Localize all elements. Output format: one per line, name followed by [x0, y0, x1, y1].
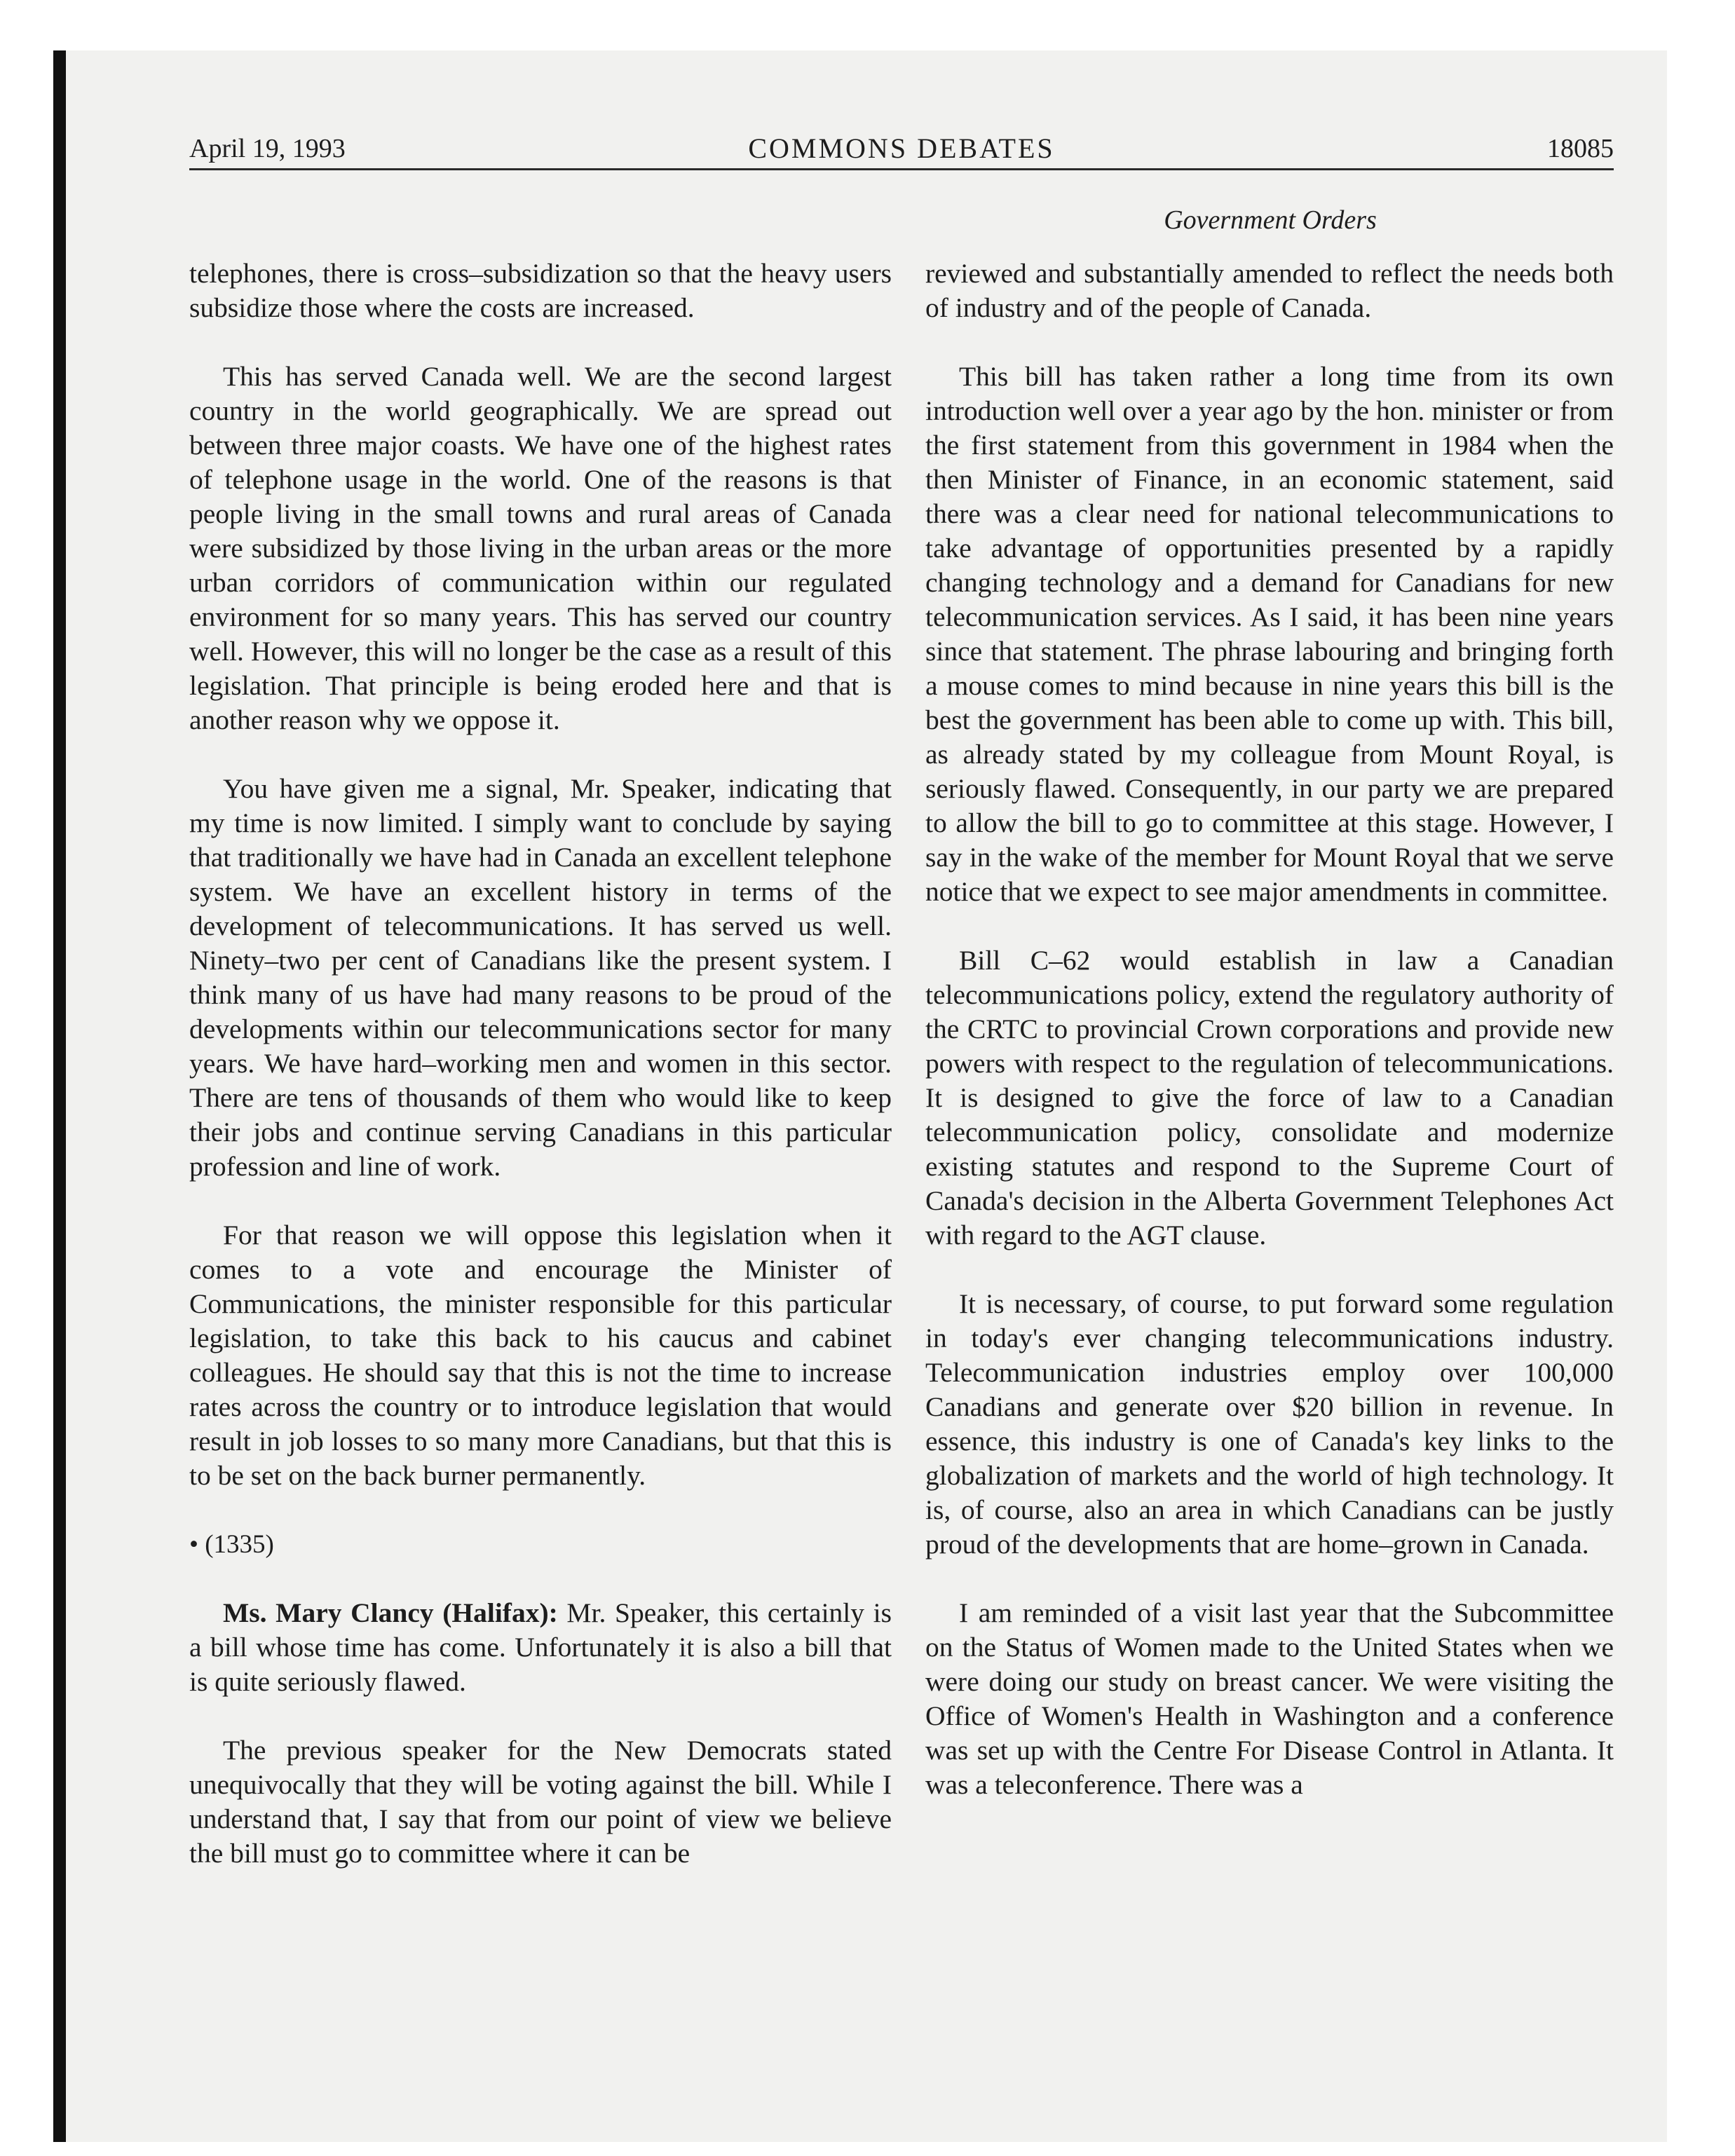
paragraph: It is necessary, of course, to put forward some regulation in today's ever changing telecommunications industry. Telecommunication industries employ over 100,000 Canadians and generate over $20 billion in revenue. In essence, this industry is one of Canada's key links to the globalization of markets and the world of high technology. It is, of course, also an area in which Canadians can be justly proud of the developments that are home–grown in Canada. — [925, 1288, 1614, 1560]
paragraph: You have given me a signal, Mr. Speaker, indicating that my time is now limited. I simply want to conclude by saying that traditionally we have had in Canada an excellent telephone system. We have an excellent history in terms of the development of telecommunications. It has served us well. Ninety–two per cent of Canadians like the present system. I think many of us have had many reasons to be proud of the developments within our telecommunications sector for many years. We have hard–working men and women in this sector. There are tens of thousands of them who would like to keep their jobs and continue serving Canadians in this particular profession and line of work. — [189, 773, 892, 1182]
time-marker: • (1335) — [189, 1530, 274, 1559]
speech-paragraph — [189, 1596, 892, 1699]
header-title: COMMONS DEBATES — [748, 132, 1055, 164]
paragraph: The previous speaker for the New Democrats stated unequivocally that they will be voting against the bill. While I understand that, I say that from our point of view we believe the bill must go to committee where it can be — [189, 1735, 892, 1869]
paragraph: This bill has taken rather a long time from its own introduction well over a year ago by the hon. minister or from the first statement from this government in 1984 when the then Minister of Finance, in an economic statement, said there was a clear need for national telecommunications to take advantage of opportunities presented by a rapidly changing technology and a demand for Canadians for new telecommunication services. As I said, it has been nine years since that statement. The phrase labouring and bringing forth a mouse comes to mind because in nine years this bill is the best the government has been able to come up with. This bill, as already stated by my colleague from Mount Royal, is seriously flawed. Consequently, in our party we are prepared to allow the bill to go to committee at this stage. However, I say in the wake of the member for Mount Royal that we serve notice that we expect to see major amendments in committee. — [925, 361, 1614, 907]
paragraph: telephones, there is cross–subsidization so that the heavy users subsidize those where the costs are increased. — [189, 258, 892, 323]
scan-edge-bar — [53, 50, 66, 2142]
paragraph: Bill C–62 would establish in law a Canadian telecommunications policy, extend the regulatory authority of the CRTC to provincial Crown corporations and provide new powers with respect to the regulation of telecommunications. It is designed to give the force of law to a Canadian telecommunication policy, consolidate and modernize existing statutes and respond to the Supreme Court of Canada's decision in the Alberta Government Telephones Act with regard to the AGT clause. — [925, 945, 1614, 1250]
page-header — [189, 132, 1614, 170]
header-date: April 19, 1993 — [189, 134, 346, 163]
paragraph: This has served Canada well. We are the second largest country in the world geographically. We are spread out between three major coasts. We have one of the highest rates of telephone usage in the world. One of the reasons is that people living in the small towns and rural areas of Canada were subsidized by those living in the urban areas or the more urban corridors of communication within our regulated environment for so many years. This has served our country well. However, this will no longer be the case as a result of this legislation. That principle is being eroded here and that is another reason why we oppose it. — [189, 361, 892, 735]
speech-text: Mr. Speaker, this certainly is a bill whose time has come. Unfortunately it is also a bill that is quite seriously flawed. — [189, 1597, 892, 1697]
header-page-number: 18085 — [1547, 134, 1614, 163]
left-column — [189, 257, 892, 1905]
right-column — [925, 257, 1614, 1836]
paragraph: I am reminded of a visit last year that the Subcommittee on the Status of Women made to the United States when we were doing our study on breast cancer. We were visiting the Office of Women's Health in Washington and a conference was set up with the Centre For Disease Control in Atlanta. It was a teleconference. There was a — [925, 1597, 1614, 1800]
section-title: Government Orders — [1164, 205, 1377, 235]
paragraph: reviewed and substantially amended to reflect the needs both of industry and of the people of Canada. — [925, 258, 1614, 323]
speaker-name: Ms. Mary Clancy (Halifax): — [223, 1597, 558, 1628]
paragraph: For that reason we will oppose this legislation when it comes to a vote and encourage the Minister of Communications, the minister responsible for this particular legislation, to take this back to his caucus and cabinet colleagues. He should say that this is not the time to increase rates across the country or to introduce legislation that would result in job losses to so many more Canadians, but that this is to be set on the back burner permanently. — [189, 1220, 892, 1491]
